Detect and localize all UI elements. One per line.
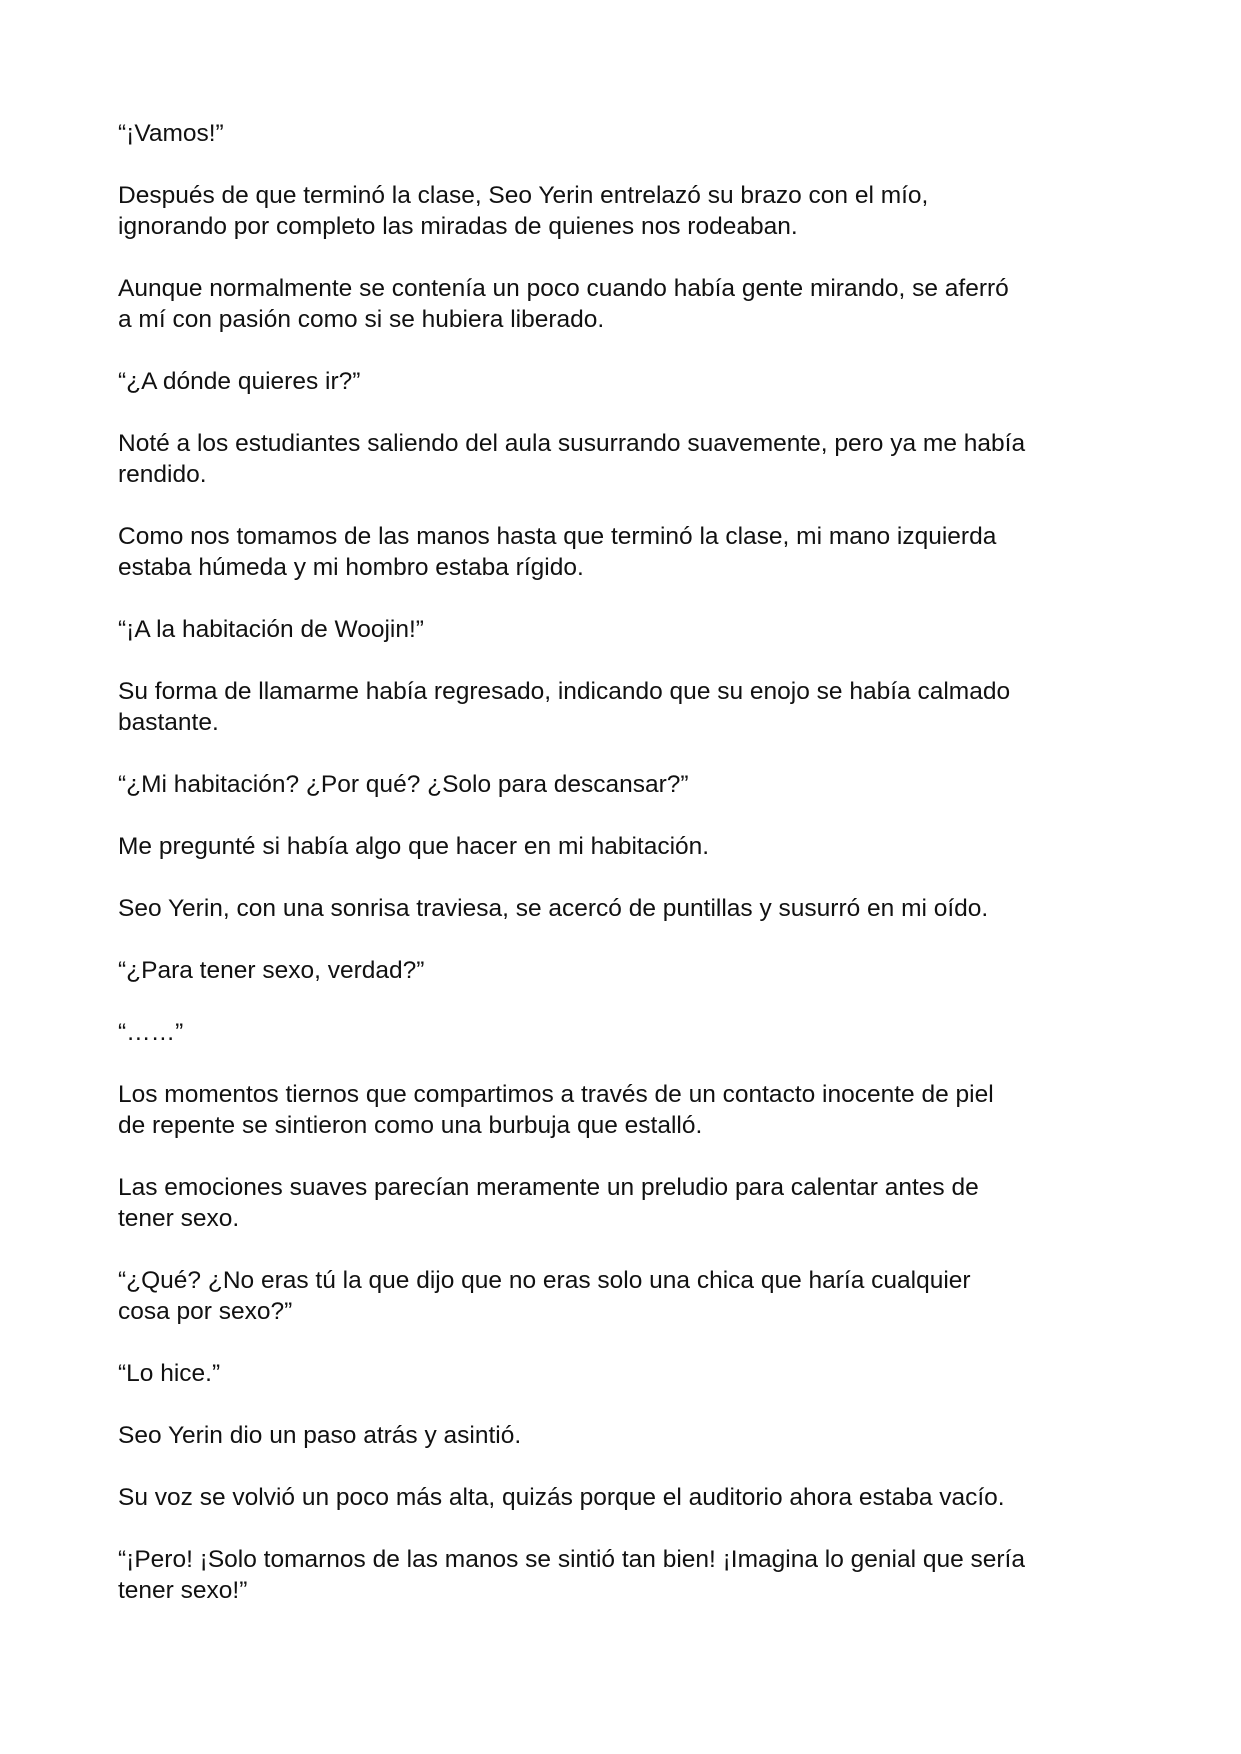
paragraph: Su forma de llamarme había regresado, indicando que su enojo se había calmado bastante. (118, 678, 1011, 736)
paragraph: Noté a los estudiantes saliendo del aula susurrando suavemente, pero ya me había rendido. (118, 430, 1026, 488)
paragraph: Las emociones suaves parecían meramente un preludio para calentar antes de tener sexo. (118, 1174, 979, 1232)
paragraph: Como nos tomamos de las manos hasta que terminó la clase, mi mano izquierda estaba húmeda y mi hombro estaba rígido. (118, 523, 997, 581)
paragraph: “¿Para tener sexo, verdad?” (118, 957, 425, 984)
paragraph: Aunque normalmente se contenía un poco cuando había gente mirando, se aferró a mí con pasión como si se hubiera liberado. (118, 275, 1009, 333)
paragraph: Los momentos tiernos que compartimos a través de un contacto inocente de piel de repente se sintieron como una burbuja que estalló. (118, 1081, 994, 1139)
paragraph: Seo Yerin dio un paso atrás y asintió. (118, 1422, 522, 1449)
paragraph: “¿A dónde quieres ir?” (118, 368, 361, 395)
paragraph: “¡Vamos!” (118, 120, 224, 147)
paragraph: Su voz se volvió un poco más alta, quizás porque el auditorio ahora estaba vacío. (118, 1484, 1005, 1511)
document-body (118, 118, 1128, 1637)
paragraph: “……” (118, 1019, 184, 1046)
paragraph: “¡A la habitación de Woojin!” (118, 616, 424, 643)
paragraph: “¡Pero! ¡Solo tomarnos de las manos se sintió tan bien! ¡Imagina lo genial que sería tener sexo!” (118, 1546, 1025, 1604)
paragraph: Después de que terminó la clase, Seo Yerin entrelazó su brazo con el mío, ignorando por completo las miradas de quienes nos rodeaban. (118, 182, 929, 240)
paragraph: Seo Yerin, con una sonrisa traviesa, se acercó de puntillas y susurró en mi oído. (118, 895, 989, 922)
paragraph: Me pregunté si había algo que hacer en mi habitación. (118, 833, 710, 860)
paragraph: “¿Qué? ¿No eras tú la que dijo que no eras solo una chica que haría cualquier cosa por sexo?” (118, 1267, 971, 1325)
paragraph: “¿Mi habitación? ¿Por qué? ¿Solo para descansar?” (118, 771, 689, 798)
paragraph: “Lo hice.” (118, 1360, 221, 1387)
